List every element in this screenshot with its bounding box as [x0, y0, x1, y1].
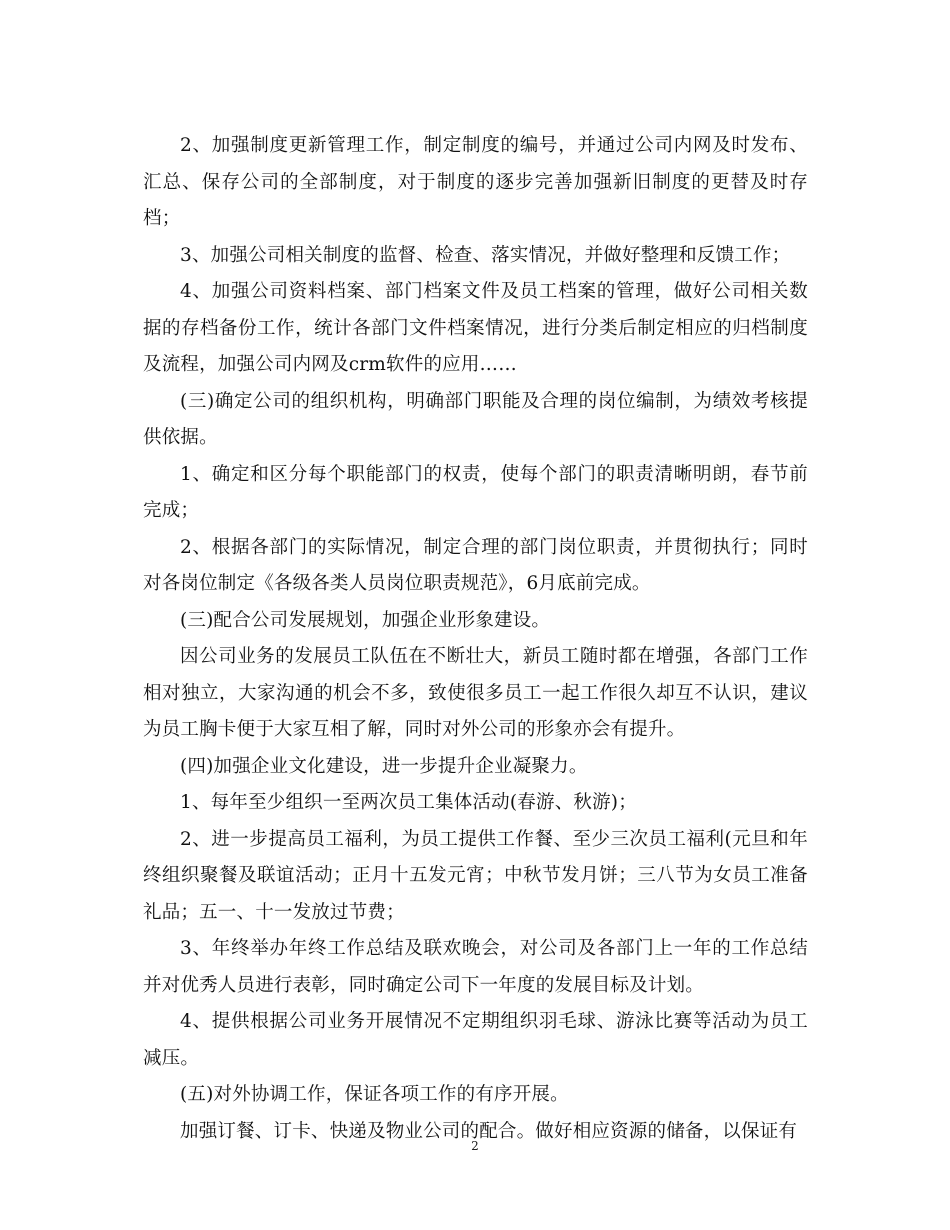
document-body — [143, 128, 808, 1150]
paragraph: 2、根据各部门的实际情况，制定合理的部门岗位职责，并贯彻执行；同时对各岗位制定《各级各类人员岗位职责规范》，6月底前完成。 — [143, 536, 808, 594]
paragraph: 3、加强公司相关制度的监督、检查、落实情况，并做好整理和反馈工作； — [180, 244, 791, 266]
section-heading: (四)加强企业文化建设，进一步提升企业凝聚力。 — [180, 755, 588, 777]
paragraph: 1、确定和区分每个职能部门的权责，使每个部门的职责清晰明朗，春节前完成； — [143, 463, 808, 521]
paragraph: 4、加强公司资料档案、部门档案文件及员工档案的管理，做好公司相关数据的存档备份工作，统计各部门文件档案情况，进行分类后制定相应的归档制度及流程，加强公司内网及crm软件的应用…… — [143, 281, 808, 375]
paragraph: 因公司业务的发展员工队伍在不断壮大，新员工随时都在增强，各部门工作相对独立，大家沟通的机会不多，致使很多员工一起工作很久却互不认识，建议为员工胸卡便于大家互相了解，同时对外公司的形象亦会有提升。 — [143, 646, 808, 740]
section-heading: (五)对外协调工作，保证各项工作的有序开展。 — [180, 1084, 569, 1105]
page-number: 2 — [471, 1139, 479, 1153]
paragraph: 4、提供根据公司业务开展情况不定期组织羽毛球、游泳比赛等活动为员工减压。 — [143, 1011, 808, 1069]
paragraph: 3、年终举办年终工作总结及联欢晚会，对公司及各部门上一年的工作总结并对优秀人员进行表彰，同时确定公司下一年度的发展目标及计划。 — [143, 938, 808, 996]
section-heading: (三)配合公司发展规划，加强企业形象建设。 — [180, 609, 551, 631]
paragraph: 加强订餐、订卡、快递及物业公司的配合。做好相应资源的储备，以保证有 — [180, 1120, 798, 1142]
section-heading: (三)确定公司的组织机构，明确部门职能及合理的岗位编制，为绩效考核提供依据。 — [143, 390, 808, 448]
paragraph: 2、进一步提高员工福利，为员工提供工作餐、至少三次员工福利(元旦和年终组织聚餐及联谊活动；正月十五发元宵；中秋节发月饼；三八节为女员工准备礼品；五一、十一发放过节费； — [143, 828, 808, 923]
paragraph: 2、加强制度更新管理工作，制定制度的编号，并通过公司内网及时发布、汇总、保存公司的全部制度，对于制度的逐步完善加强新旧制度的更替及时存档； — [143, 135, 808, 229]
paragraph: 1、每年至少组织一至两次员工集体活动(春游、秋游)； — [180, 792, 637, 813]
